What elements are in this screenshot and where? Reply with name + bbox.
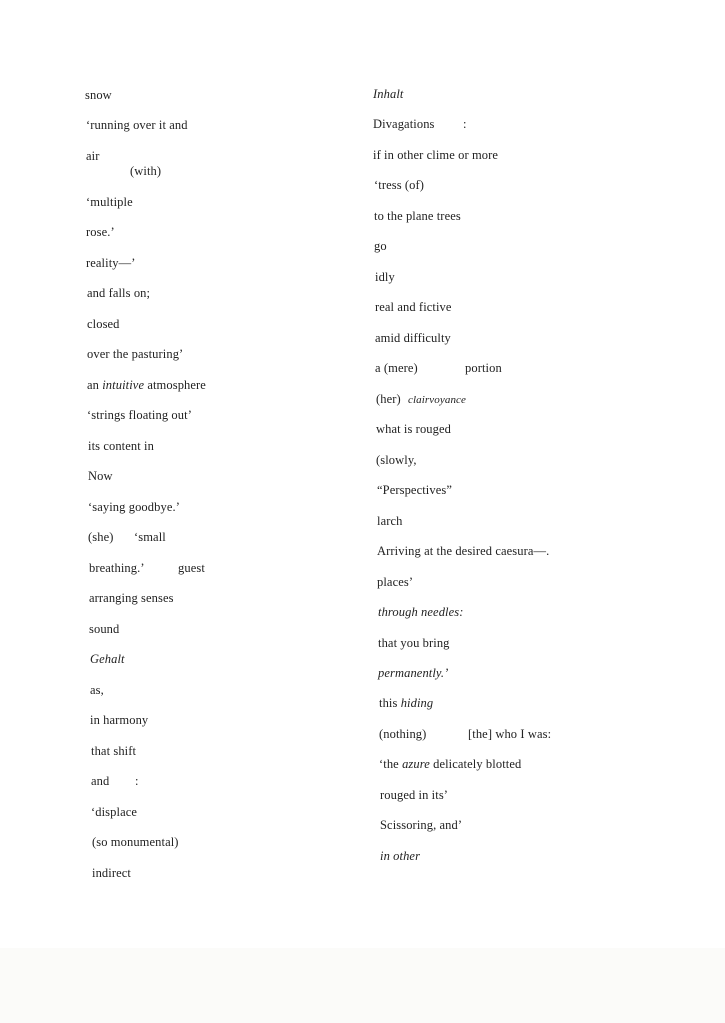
italic-text-segment: intuitive [102,378,145,392]
italic-text-segment: hiding [400,696,434,710]
right-line: Inhalt [373,87,404,101]
left-line: its content in [88,439,154,453]
right-line [379,726,551,742]
text-segment: delicately blotted [429,757,522,771]
left-line: air [86,149,100,163]
text-segment: ‘the [379,757,403,771]
text-segment: guest [178,561,205,575]
text-segment: and [91,774,110,788]
right-line [375,360,502,376]
text-segment: (nothing) [379,727,427,741]
right-line: what is rouged [376,422,451,436]
left-line: over the pasturing’ [87,347,184,361]
left-line: ‘running over it and [86,118,188,132]
right-line: “Perspectives” [377,483,452,497]
right-line: rouged in its’ [380,788,449,802]
left-line: ‘displace [91,805,138,819]
left-line: reality—’ [86,256,136,270]
right-line: go [374,239,387,253]
left-line: sound [89,622,120,636]
right-line: that you bring [378,636,450,650]
text-segment: : [463,117,467,131]
text-segment: ‘small [134,530,166,544]
italic-text-segment: clairvoyance [408,394,467,406]
right-line: through needles: [378,605,464,619]
right-line [379,695,433,711]
left-line: ‘saying goodbye.’ [88,500,180,514]
text-segment: (she) [88,530,114,544]
left-line: closed [87,317,120,331]
right-line: ‘tress (of) [374,178,425,192]
text-segment: [the] who I was: [468,727,552,741]
left-line: in harmony [90,713,149,727]
right-line: permanently.’ [378,666,449,680]
left-line: Now [88,469,113,483]
text-segment: breathing.’ [89,561,145,575]
text-segment: atmosphere [144,378,206,392]
right-line: Arriving at the desired caesura—. [377,544,550,558]
left-line: and falls on; [87,286,151,300]
left-line: as, [90,683,104,697]
text-segment: an [87,378,103,392]
text-segment: portion [465,361,502,375]
right-line: larch [377,514,403,528]
scan-margin [0,948,725,1023]
right-line: if in other clime or more [373,148,499,162]
left-line: ‘multiple [86,195,133,209]
text-segment: a (mere) [375,361,418,375]
right-line: Scissoring, and’ [380,818,463,832]
right-line: amid difficulty [375,331,451,345]
left-line: snow [85,88,112,102]
right-line [379,756,521,772]
text-segment: this [379,696,401,710]
text-segment: Divagations [373,117,435,131]
text-segment: (her) [376,392,401,406]
right-line [373,116,467,132]
left-line: (with) [130,164,162,178]
right-line: places’ [377,575,414,589]
left-line: arranging senses [89,591,174,605]
left-line: that shift [91,744,137,758]
right-line: (slowly, [376,453,417,467]
left-line: rose.’ [86,225,115,239]
right-line: in other [380,849,421,863]
left-line: (so monumental) [92,835,179,849]
right-line: real and fictive [375,300,452,314]
text-segment: : [135,774,139,788]
left-line: ‘strings floating out’ [87,408,192,422]
right-line [376,391,466,408]
right-line: to the plane trees [374,209,461,223]
left-line: Gehalt [90,652,125,666]
italic-text-segment: azure [402,757,430,771]
right-line: idly [375,270,395,284]
left-line: indirect [92,866,131,880]
